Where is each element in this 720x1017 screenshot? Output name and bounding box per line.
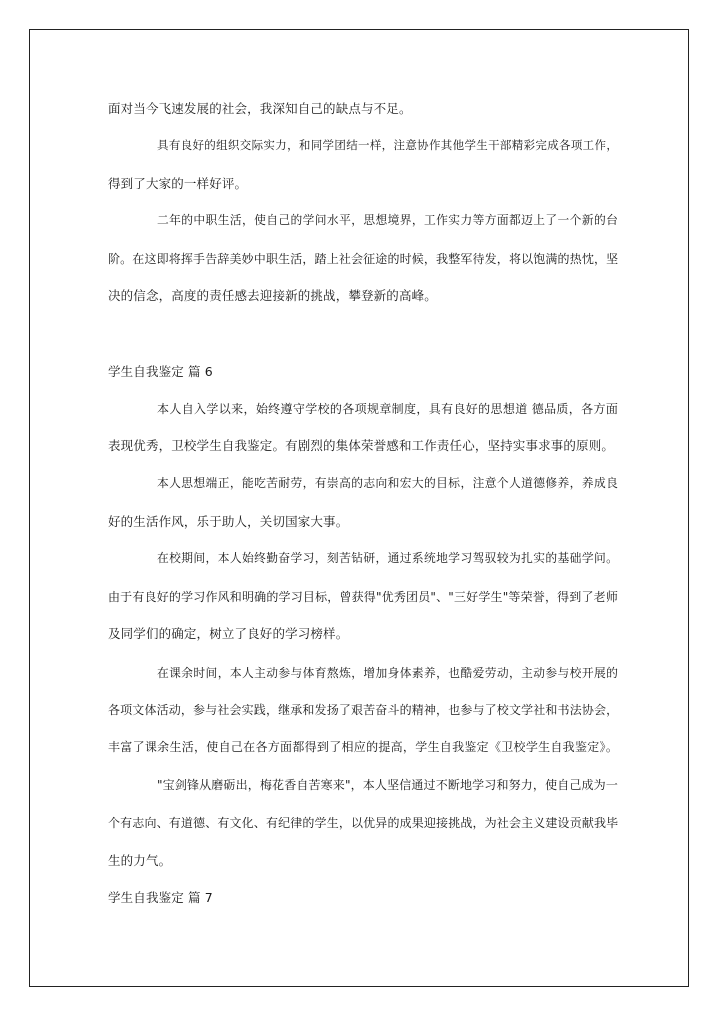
paragraph-line: 在课余时间，本人主动参与体育熬炼，增加身体素养，也酷爱劳动，主动参与校开展的 [157,666,618,680]
paragraph-line: 在校期间，本人始终勤奋学习，刻苦钻研，通过系统地学习驾驭较为扎实的基础学问。 [157,551,618,565]
paragraph-line: 本人思想端正，能吃苦耐劳，有崇高的志向和宏大的目标，注意个人道德修养，养成良 [157,476,618,490]
paragraph-line: 本人自入学以来，始终遵守学校的各项规章制度，具有良好的思想道 德品质，各方面 [157,402,618,416]
paragraph-line: "宝剑锋从磨砺出，梅花香自苦寒来"，本人坚信通过不断地学习和努力，使自己成为一 [157,778,618,792]
paragraph-line: 阶。在这即将挥手告辞美妙中职生活，踏上社会征途的时候，我整军待发，将以饱满的热忱，坚 [108,252,619,266]
section-heading: 学生自我鉴定 篇 6 [108,364,213,379]
paragraph-line: 好的生活作风，乐于助人，关切国家大事。 [108,514,349,529]
paragraph-line: 及同学们的确定，树立了良好的学习榜样。 [108,626,349,641]
paragraph-line: 丰富了课余生活，使自己在各方面都得到了相应的提高，学生自我鉴定《卫校学生自我鉴定》。 [108,740,618,754]
paragraph-line: 得到了大家的一样好评。 [108,176,248,191]
document-page [29,29,689,987]
paragraph-line: 各项文体活动，参与社会实践，继承和发扬了艰苦奋斗的精神，也参与了校文学社和书法协会， [108,703,619,717]
paragraph-line: 由于有良好的学习作风和明确的学习目标，曾获得"优秀团员"、"三好学生"等荣誉，得到了老师 [108,590,618,604]
paragraph-line: 个有志向、有道德、有文化、有纪律的学生，以优异的成果迎接挑战，为社会主义建设贡献我毕 [108,816,619,830]
paragraph-line: 表现优秀，卫校学生自我鉴定。有剧烈的集体荣誉感和工作责任心，坚持实事求事的原则。 [108,438,615,453]
paragraph-line: 生的力气。 [108,853,172,868]
paragraph-line: 面对当今飞速发展的社会，我深知自己的缺点与不足。 [108,101,412,116]
section-heading: 学生自我鉴定 篇 7 [108,890,213,905]
paragraph-line: 二年的中职生活，使自己的学问水平，思想境界，工作实力等方面都迈上了一个新的台 [157,213,618,227]
paragraph-line: 决的信念，高度的责任感去迎接新的挑战，攀登新的高峰。 [108,288,437,303]
paragraph-line: 具有良好的组织交际实力，和同学团结一样，注意协作其他学生干部精彩完成各项工作， [157,138,618,152]
